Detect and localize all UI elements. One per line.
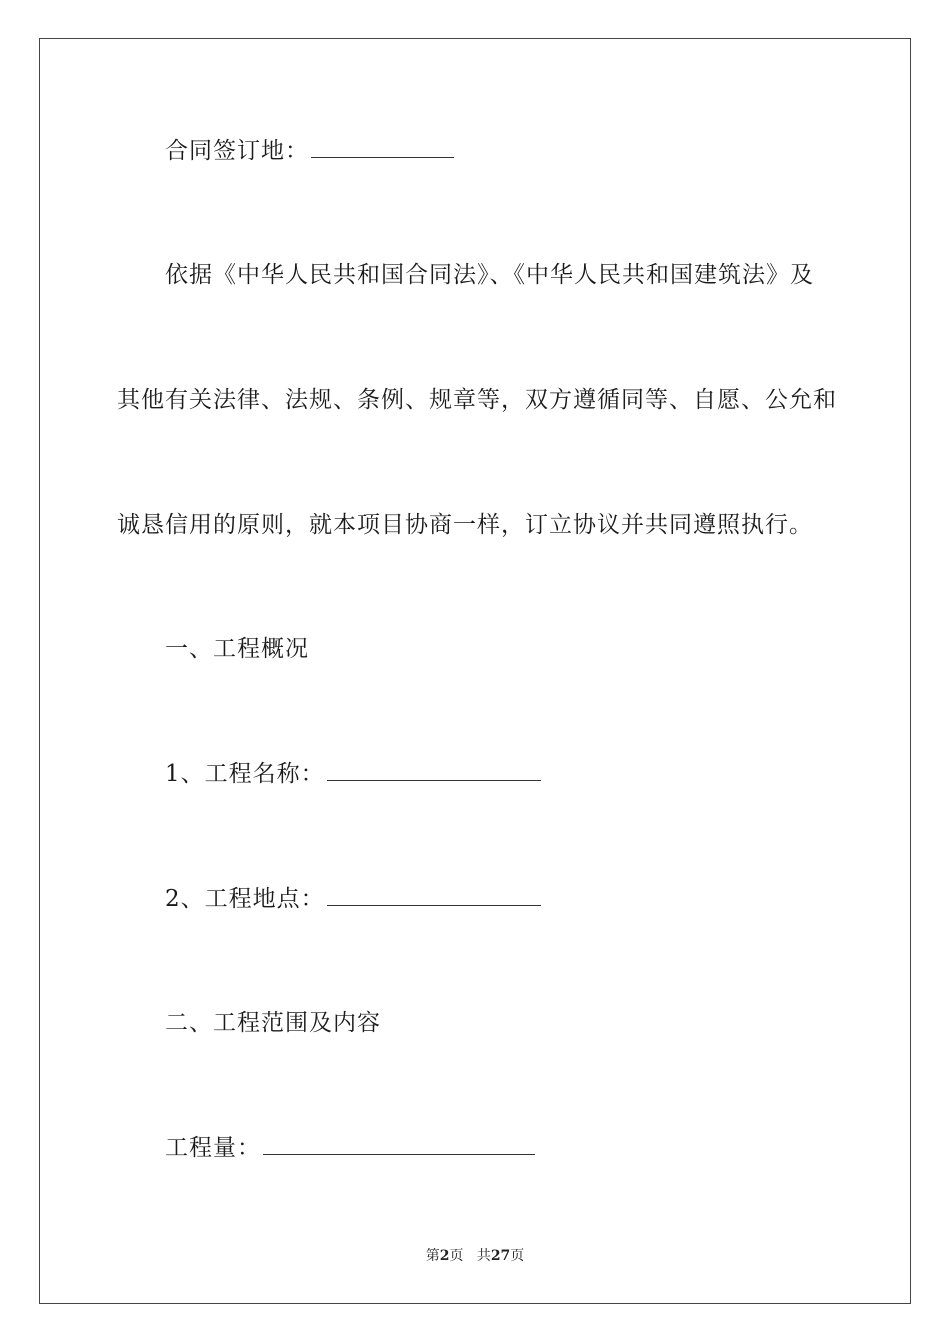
total-prefix: 共 [476,1248,491,1264]
project-location-blank [327,887,541,906]
basis-paragraph-line-2: 其他有关法律、法规、条例、规章等，双方遵循同等、自愿、公允和 [117,387,837,413]
basis-paragraph-line-3: 诚恳信用的原则，就本项目协商一样，订立协议并共同遵照执行。 [117,512,813,538]
basis-paragraph-line-1: 依据《中华人民共和国合同法》、《中华人民共和国建筑法》及 [165,262,814,288]
project-location-label: 2、工程地点： [165,886,325,912]
project-name-line [165,759,541,789]
quantity-line [165,1133,535,1163]
section-heading-project-overview: 一、工程概况 [165,636,309,662]
page-footer [0,1247,950,1265]
quantity-label: 工程量： [165,1135,261,1161]
page-total: 27 [490,1248,511,1264]
sign-place-label: 合同签订地： [165,138,309,164]
page-current: 2 [439,1248,450,1264]
page-frame [39,38,911,1304]
project-name-blank [327,762,541,781]
project-name-label: 1、工程名称： [165,761,325,787]
project-location-line [165,884,541,914]
quantity-blank [263,1136,535,1155]
total-suffix: 页 [510,1248,525,1264]
page-prefix: 第 [425,1248,440,1264]
sign-place-blank [311,139,454,158]
page-suffix: 页 [449,1248,464,1264]
section-heading-project-scope: 二、工程范围及内容 [165,1010,381,1036]
sign-place-line [165,136,454,166]
